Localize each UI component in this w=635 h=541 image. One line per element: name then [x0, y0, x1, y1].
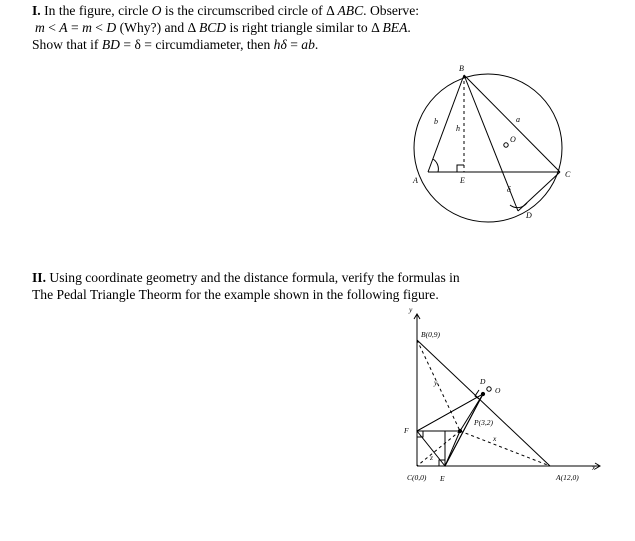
label-y-axis: y	[409, 305, 413, 314]
part2-line-1: II. Using coordinate geometry and the distance formula, verify the formulas in	[32, 270, 460, 285]
point-P	[458, 429, 461, 432]
label-A: A(12,0)	[556, 473, 579, 482]
label-E: E	[460, 176, 465, 185]
label-z-segment: z	[430, 453, 433, 462]
part2-line-2: The Pedal Triangle Theorm for the example shown in the following figure.	[32, 287, 439, 302]
figure2	[414, 314, 600, 469]
point-D	[481, 392, 484, 395]
label-b: b	[434, 117, 438, 126]
label-D: D	[480, 377, 486, 386]
label-delta: δ	[507, 185, 511, 194]
label-D: D	[526, 211, 532, 220]
point-O	[487, 387, 491, 391]
figure2-labels	[403, 305, 596, 483]
label-a: a	[516, 115, 520, 124]
label-B: B	[459, 64, 464, 73]
label-O: O	[495, 386, 501, 395]
label-h: h	[456, 124, 460, 133]
segment-PB	[417, 340, 460, 431]
part1-line-2: m < A = m < D (Why?) and Δ BCD is right triangle similar to Δ BEA.	[35, 20, 411, 35]
label-A: A	[413, 176, 418, 185]
part2-heading: II.	[32, 270, 46, 285]
label-x-axis: x	[592, 463, 596, 472]
label-E: E	[440, 474, 445, 483]
figure1-labels	[412, 64, 571, 220]
label-C: C	[565, 170, 571, 179]
hypotenuse-BA	[417, 340, 550, 466]
side-a	[464, 75, 560, 172]
center-O	[504, 143, 508, 147]
part1-line-3: Show that if BD = δ = circumdiameter, then hδ = ab.	[32, 37, 319, 52]
angle-mark-D	[510, 203, 527, 208]
part1-line-1: I. In the figure, circle O is the circumscribed circle of Δ ABC. Observe:	[32, 3, 420, 18]
segment-PA	[460, 431, 550, 466]
figure1	[414, 74, 562, 222]
label-x-segment: x	[493, 434, 497, 443]
circumcircle	[414, 74, 562, 222]
label-y-segment: y	[434, 378, 438, 387]
label-F: F	[404, 426, 409, 435]
label-P: P(3,2)	[474, 418, 493, 427]
label-C: C(0,0)	[407, 473, 427, 482]
label-O: O	[510, 135, 516, 144]
right-angle-E	[457, 165, 464, 172]
label-B: B(0,9)	[421, 330, 440, 339]
part1-heading: I.	[32, 3, 41, 18]
angle-mark-A	[433, 159, 438, 172]
